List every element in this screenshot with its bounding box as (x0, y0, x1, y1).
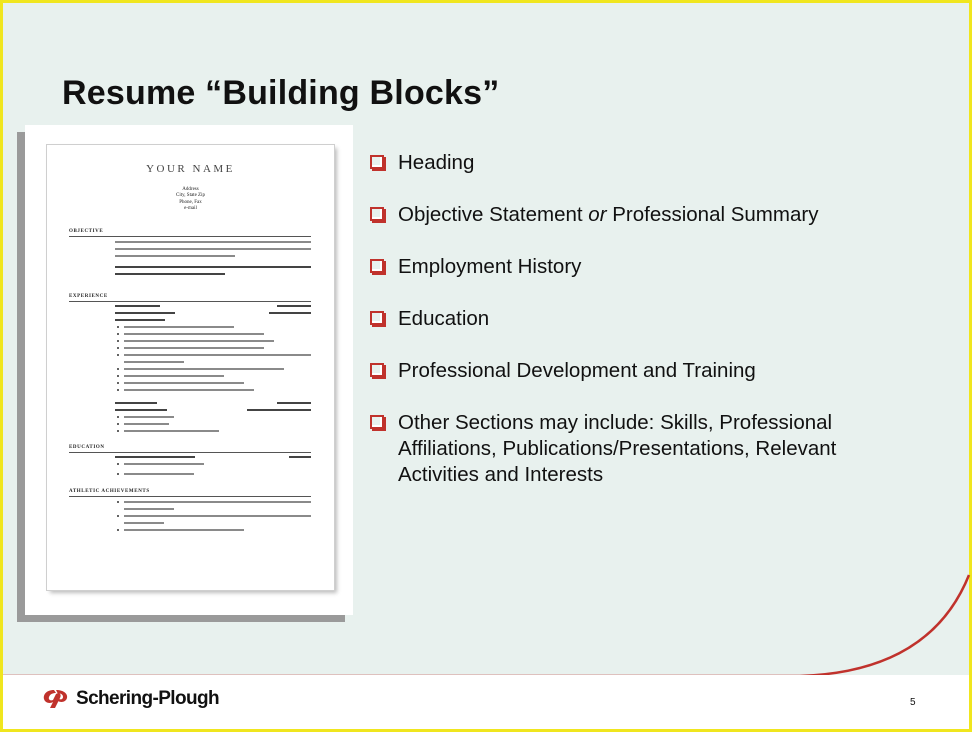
resume-bullet-dot (117, 515, 119, 517)
bullet-text (398, 410, 836, 488)
bullet-text-emphasis: or (588, 203, 607, 226)
checkbox-bullet-icon (370, 363, 384, 377)
resume-text-line (124, 522, 164, 524)
resume-sample-page (47, 145, 334, 590)
resume-text-line (115, 402, 157, 404)
checkbox-bullet-icon (370, 155, 384, 169)
bullet-text: Employment History (398, 255, 582, 278)
resume-text-line (115, 319, 165, 321)
resume-text-line (115, 305, 160, 307)
bullet-text-part: Objective Statement (398, 203, 589, 226)
resume-text-line (124, 416, 174, 418)
resume-bullet-dot (117, 473, 119, 475)
company-logo (40, 688, 219, 710)
resume-text-line (124, 382, 244, 384)
bullet-item (370, 202, 818, 228)
resume-text-line (124, 430, 219, 432)
resume-bullet-dot (117, 416, 119, 418)
resume-text-line (124, 326, 234, 328)
bullet-text: Professional Development and Training (398, 359, 756, 382)
bullet-text (398, 202, 818, 228)
resume-text-line (115, 312, 175, 314)
bullet-text-part: Professional Summary (606, 203, 819, 226)
resume-name: YOUR NAME (146, 163, 235, 175)
resume-section-rule (69, 236, 311, 237)
resume-text-line (124, 333, 264, 335)
resume-bullet-dot (117, 326, 119, 328)
resume-bullet-dot (117, 501, 119, 503)
resume-text-line (115, 409, 167, 411)
resume-section-rule (69, 496, 311, 497)
resume-bullet-dot (117, 368, 119, 370)
resume-text-line (124, 529, 244, 531)
resume-contact-line: Address (182, 187, 199, 192)
schering-plough-logo-icon (40, 688, 70, 710)
resume-text-line (124, 508, 174, 510)
resume-bullet-dot (117, 333, 119, 335)
resume-section-heading: ATHLETIC ACHIEVEMENTS (69, 489, 150, 494)
resume-section-heading: OBJECTIVE (69, 229, 104, 234)
resume-text-line (115, 266, 311, 268)
resume-text-line (115, 255, 235, 257)
bullet-text-line: Affiliations, Publications/Presentations, Relevant (398, 437, 837, 460)
bullet-text-line: Other Sections may include: Skills, Professional (398, 411, 833, 434)
company-logo-text: Schering-Plough (76, 688, 220, 709)
checkbox-bullet-icon (370, 415, 384, 429)
resume-text-line (277, 305, 311, 307)
resume-section-heading: EDUCATION (69, 445, 105, 450)
resume-text-line (124, 368, 284, 370)
resume-text-line (124, 354, 311, 356)
resume-text-line (124, 501, 311, 503)
resume-bullet-dot (117, 347, 119, 349)
resume-bullet-dot (117, 354, 119, 356)
resume-bullet-dot (117, 423, 119, 425)
bullet-item (370, 306, 489, 332)
resume-text-line (269, 312, 311, 314)
bullet-item (370, 358, 756, 384)
resume-text-line (124, 473, 194, 475)
resume-section-heading: EXPERIENCE (69, 294, 108, 299)
bullet-item (370, 410, 836, 488)
resume-text-line (115, 273, 225, 275)
resume-text-line (124, 515, 311, 517)
resume-text-line (247, 409, 311, 411)
resume-text-line (124, 340, 274, 342)
resume-text-line (289, 456, 311, 458)
resume-contact-line: e-mail (184, 205, 197, 211)
bullet-text: Education (398, 307, 490, 330)
resume-text-line (124, 463, 204, 465)
bullet-text: Heading (398, 151, 475, 174)
resume-bullet-dot (117, 529, 119, 531)
checkbox-bullet-icon (370, 207, 384, 221)
resume-text-line (115, 456, 195, 458)
resume-section-rule (69, 452, 311, 453)
resume-bullet-dot (117, 375, 119, 377)
resume-bullet-dot (117, 382, 119, 384)
resume-bullet-dot (117, 430, 119, 432)
resume-bullet-dot (117, 389, 119, 391)
resume-contact (47, 187, 334, 212)
resume-text-line (124, 361, 184, 363)
resume-text-line (124, 423, 169, 425)
resume-text-line (115, 241, 311, 243)
page-number: 5 (910, 697, 916, 708)
bullet-item (370, 150, 474, 176)
resume-text-line (124, 389, 254, 391)
resume-bullet-dot (117, 463, 119, 465)
resume-section-rule (69, 301, 311, 302)
checkbox-bullet-icon (370, 311, 384, 325)
resume-text-line (124, 375, 224, 377)
resume-contact-line: Phone, Fax (179, 199, 202, 205)
bullet-item (370, 254, 581, 280)
resume-text-line (124, 347, 264, 349)
resume-contact-line: City, State Zip (176, 193, 205, 199)
bullet-text-line: Activities and Interests (398, 463, 604, 486)
resume-bullet-dot (117, 340, 119, 342)
checkbox-bullet-icon (370, 259, 384, 273)
resume-text-line (115, 248, 311, 250)
slide-title: Resume “Building Blocks” (62, 74, 500, 112)
resume-text-line (277, 402, 311, 404)
